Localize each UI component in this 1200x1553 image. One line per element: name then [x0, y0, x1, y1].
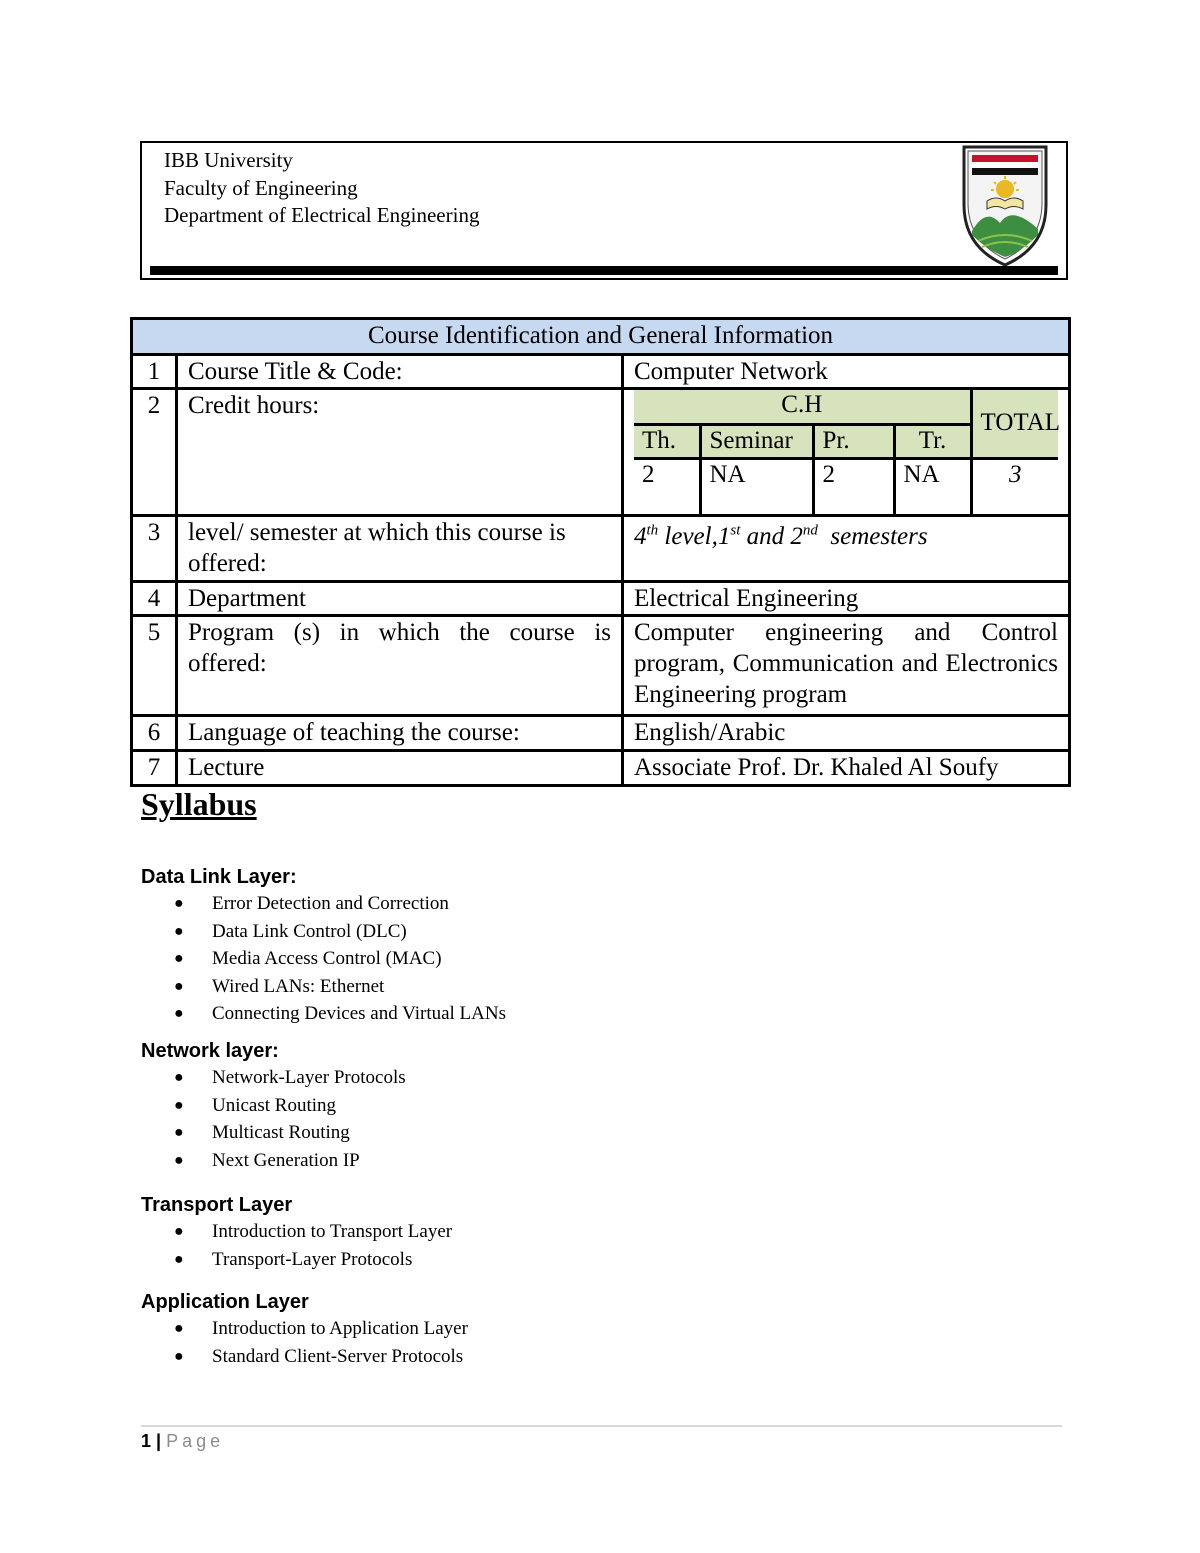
- list-item: ● Next Generation IP: [174, 1149, 360, 1171]
- section-title: Network layer:: [141, 1040, 279, 1062]
- table-row: [132, 389, 1070, 516]
- list-item: ● Multicast Routing: [174, 1122, 350, 1143]
- credit-hours-table: [634, 390, 1061, 514]
- university-logo: [960, 143, 1050, 269]
- ch-col-practical: Pr.: [813, 424, 894, 458]
- table-row: [132, 616, 1070, 716]
- page-footer: [141, 1431, 224, 1452]
- syllabus-heading: Syllabus: [141, 786, 257, 822]
- ch-value-seminar: NA: [700, 458, 813, 514]
- lecturer-label: Lecture: [177, 751, 623, 786]
- credit-hours-label: Credit hours:: [177, 389, 623, 516]
- ch-value-training: NA: [894, 458, 971, 514]
- header-rule: [150, 266, 1058, 275]
- section-title: Application Layer: [141, 1291, 309, 1313]
- faculty-name: Faculty of Engineering: [164, 175, 358, 200]
- syllabus-section-data-link: [141, 864, 1041, 1028]
- ch-group-header: C.H: [634, 390, 971, 424]
- program-label: Program (s) in which the course is offered:: [177, 616, 623, 716]
- language-value: English/Arabic: [623, 716, 1070, 751]
- table-row: [132, 716, 1070, 751]
- ch-col-seminar: Seminar: [700, 424, 813, 458]
- list-item: ● Connecting Devices and Virtual LANs: [174, 1003, 506, 1024]
- list-item: ● Media Access Control (MAC): [174, 948, 442, 969]
- row-number: 1: [132, 355, 177, 389]
- course-title-label: Course Title & Code:: [177, 355, 623, 389]
- institution-block: [164, 147, 479, 230]
- list-item: ● Error Detection and Correction: [174, 893, 449, 914]
- list-item: ● Introduction to Application Layer: [174, 1318, 468, 1339]
- ch-col-training: Tr.: [894, 424, 971, 458]
- ch-total-header: TOTAL: [971, 390, 1058, 458]
- credit-hours-cell: [623, 389, 1070, 516]
- level-semester-value: 4th level,1st and 2nd semesters: [623, 516, 1070, 582]
- row-number: 6: [132, 716, 177, 751]
- topic-list: [141, 1218, 1041, 1273]
- list-item: ● Data Link Control (DLC): [174, 920, 407, 942]
- department-label: Department: [177, 582, 623, 616]
- row-number: 5: [132, 616, 177, 716]
- page-label: Page: [166, 1431, 225, 1451]
- list-item: ● Network-Layer Protocols: [174, 1067, 406, 1088]
- list-item: ● Unicast Routing: [174, 1094, 337, 1116]
- list-item: ● Standard Client-Server Protocols: [174, 1345, 464, 1367]
- row-number: 7: [132, 751, 177, 786]
- table-row: [132, 751, 1070, 786]
- section-title: Data Link Layer:: [141, 866, 297, 888]
- row-number: 3: [132, 516, 177, 582]
- level-semester-label: level/ semester at which this course is offered:: [177, 516, 623, 582]
- footer-rule: [141, 1425, 1062, 1427]
- course-info-table: [130, 317, 1071, 787]
- department-value: Electrical Engineering: [623, 582, 1070, 616]
- syllabus-section-network: [141, 1038, 1041, 1174]
- course-title-value: Computer Network: [623, 355, 1070, 389]
- list-item: ● Introduction to Transport Layer: [174, 1221, 453, 1242]
- university-name: IBB University: [164, 148, 293, 172]
- table-row: [132, 355, 1070, 389]
- syllabus-section-transport: [141, 1192, 1041, 1273]
- header-box: [140, 141, 1068, 280]
- footer-separator: |: [156, 1431, 162, 1451]
- row-number: 4: [132, 582, 177, 616]
- list-item: ● Transport-Layer Protocols: [174, 1248, 413, 1270]
- topic-list: [141, 890, 1041, 1028]
- ch-col-theory: Th.: [634, 424, 700, 458]
- table-row: [132, 582, 1070, 616]
- department-name: Department of Electrical Engineering: [164, 203, 480, 227]
- ch-value-theory: 2: [634, 458, 700, 514]
- page-number: 1: [141, 1431, 152, 1451]
- row-number: 2: [132, 389, 177, 516]
- table-caption: Course Identification and General Information: [132, 319, 1070, 355]
- language-label: Language of teaching the course:: [177, 716, 623, 751]
- ch-value-practical: 2: [813, 458, 894, 514]
- topic-list: [141, 1315, 1041, 1370]
- syllabus-section-application: [141, 1289, 1041, 1370]
- list-item: ● Wired LANs: Ethernet: [174, 975, 385, 997]
- topic-list: [141, 1064, 1041, 1174]
- program-value: Computer engineering and Control program, Communication and Electronics Engineering program: [623, 616, 1070, 716]
- ch-value-total: 3: [971, 458, 1058, 514]
- section-title: Transport Layer: [141, 1194, 293, 1216]
- lecturer-value: Associate Prof. Dr. Khaled Al Soufy: [623, 751, 1070, 786]
- table-row: [132, 516, 1070, 582]
